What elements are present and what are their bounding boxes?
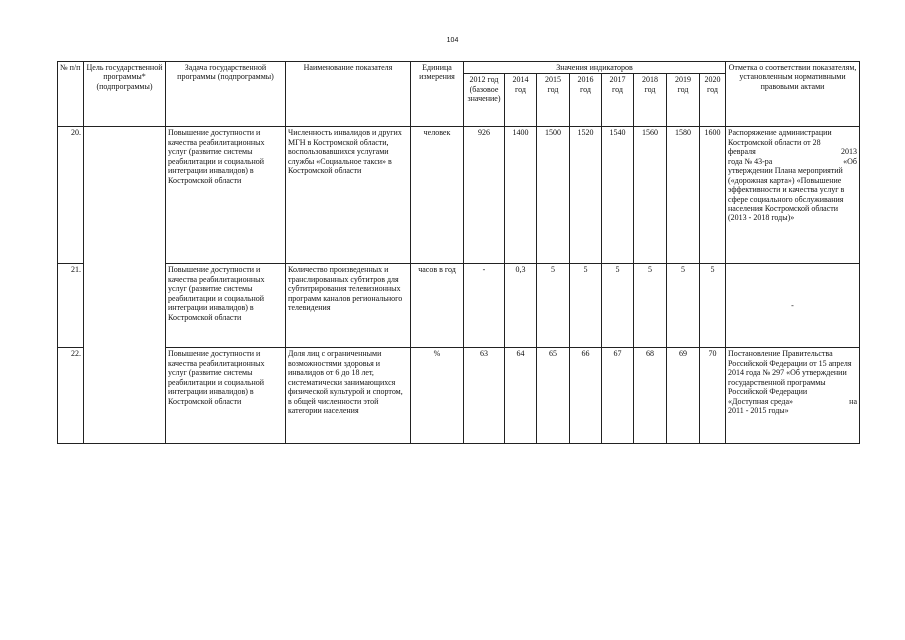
header-goal: Цель государственной программы* (подпрограммы) bbox=[84, 62, 166, 127]
note-cell: - bbox=[726, 264, 860, 348]
header-year: 2016 год bbox=[570, 74, 602, 127]
value-cell: 1500 bbox=[537, 127, 570, 264]
task-cell: Повышение доступности и качества реабилитационных услуг (развитие системы реабилитации и социальной интеграции инвалидов) в Костромской области bbox=[166, 264, 286, 348]
header-year: 2015 год bbox=[537, 74, 570, 127]
note-cell bbox=[726, 127, 860, 264]
header-year: 2014 год bbox=[505, 74, 537, 127]
note-line: утверждении Плана мероприятий («дорожная карта») «Повышение эффективности и качества услуг в сфере социального обслуживания населения Костромской области (2013 - 2018 годы)» bbox=[728, 166, 845, 223]
indicator-cell: Численность инвалидов и других МГН в Костромской области, воспользовавшихся услугами службы «Социальное такси» в Костромской области bbox=[286, 127, 411, 264]
page-number: 104 bbox=[446, 37, 459, 44]
indicator-cell: Доля лиц с ограниченными возможностями здоровья и инвалидов от 6 до 18 лет, систематически занимающихся физической культурой и спортом, в общей численности этой категории населения bbox=[286, 348, 411, 444]
note-fragment: «Об bbox=[843, 156, 857, 166]
value-cell: 5 bbox=[602, 264, 634, 348]
header-unit: Единица измерения bbox=[411, 62, 464, 127]
row-number: 21. bbox=[58, 264, 84, 348]
value-cell: 68 bbox=[634, 348, 667, 444]
value-cell: 69 bbox=[667, 348, 700, 444]
note-line: 2011 - 2015 годы» bbox=[728, 406, 789, 416]
value-cell: 1560 bbox=[634, 127, 667, 264]
value-cell: 70 bbox=[700, 348, 726, 444]
note-fragment: года № 43-ра bbox=[728, 156, 773, 166]
table-row bbox=[58, 264, 860, 348]
row-number: 22. bbox=[58, 348, 84, 444]
note-line: Распоряжение администрации Костромской области от 28 bbox=[728, 128, 832, 147]
unit-cell: % bbox=[411, 348, 464, 444]
header-num: № п/п bbox=[58, 62, 84, 127]
value-cell: 1540 bbox=[602, 127, 634, 264]
header-task: Задача государственной программы (подпрограммы) bbox=[166, 62, 286, 127]
value-cell: 63 bbox=[464, 348, 505, 444]
value-cell: 926 bbox=[464, 127, 505, 264]
value-cell: 1400 bbox=[505, 127, 537, 264]
task-cell: Повышение доступности и качества реабилитационных услуг (развитие системы реабилитации и социальной интеграции инвалидов) в Костромской области bbox=[166, 348, 286, 444]
header-note: Отметка о соответствии показателям, установленным нормативными правовыми актами bbox=[726, 62, 860, 127]
header-year: 2017 год bbox=[602, 74, 634, 127]
value-cell: 67 bbox=[602, 348, 634, 444]
indicator-cell: Количество произведенных и транслированных субтитров для субтитрирования телевизионных программ каналов регионального телевидения bbox=[286, 264, 411, 348]
value-cell: 5 bbox=[537, 264, 570, 348]
task-cell: Повышение доступности и качества реабилитационных услуг (развитие системы реабилитации и социальной интеграции инвалидов) в Костромской области bbox=[166, 127, 286, 264]
value-cell: 0,3 bbox=[505, 264, 537, 348]
note-line bbox=[728, 397, 857, 406]
value-cell: 5 bbox=[570, 264, 602, 348]
table-row bbox=[58, 348, 860, 444]
value-cell: 1580 bbox=[667, 127, 700, 264]
value-cell: - bbox=[464, 264, 505, 348]
note-fragment: «Доступная среда» bbox=[728, 396, 794, 406]
header-values-group: Значения индикаторов bbox=[464, 62, 726, 74]
value-cell: 66 bbox=[570, 348, 602, 444]
table-row bbox=[58, 127, 860, 264]
value-cell: 1600 bbox=[700, 127, 726, 264]
goal-cell bbox=[84, 127, 166, 444]
header-year: 2019 год bbox=[667, 74, 700, 127]
header-indicator: Наименование показателя bbox=[286, 62, 411, 127]
note-fragment: февраля bbox=[728, 147, 756, 157]
value-cell: 5 bbox=[700, 264, 726, 348]
note-line: Постановление Правительства Российской Федерации от 15 апреля 2014 года № 297 «Об утверждении государственной программы Российской Федерации bbox=[728, 349, 852, 397]
value-cell: 64 bbox=[505, 348, 537, 444]
unit-cell: часов в год bbox=[411, 264, 464, 348]
note-fragment: на bbox=[849, 396, 857, 406]
note-cell bbox=[726, 348, 860, 444]
row-number: 20. bbox=[58, 127, 84, 264]
unit-cell: человек bbox=[411, 127, 464, 264]
header-year: 2012 год (базовое значение) bbox=[464, 74, 505, 127]
note-fragment: 2013 bbox=[841, 147, 857, 157]
indicators-table bbox=[57, 61, 860, 444]
value-cell: 65 bbox=[537, 348, 570, 444]
note-line bbox=[728, 157, 857, 166]
note-line bbox=[728, 147, 857, 156]
value-cell: 5 bbox=[667, 264, 700, 348]
value-cell: 5 bbox=[634, 264, 667, 348]
value-cell: 1520 bbox=[570, 127, 602, 264]
header-year: 2018 год bbox=[634, 74, 667, 127]
header-year: 2020 год bbox=[700, 74, 726, 127]
